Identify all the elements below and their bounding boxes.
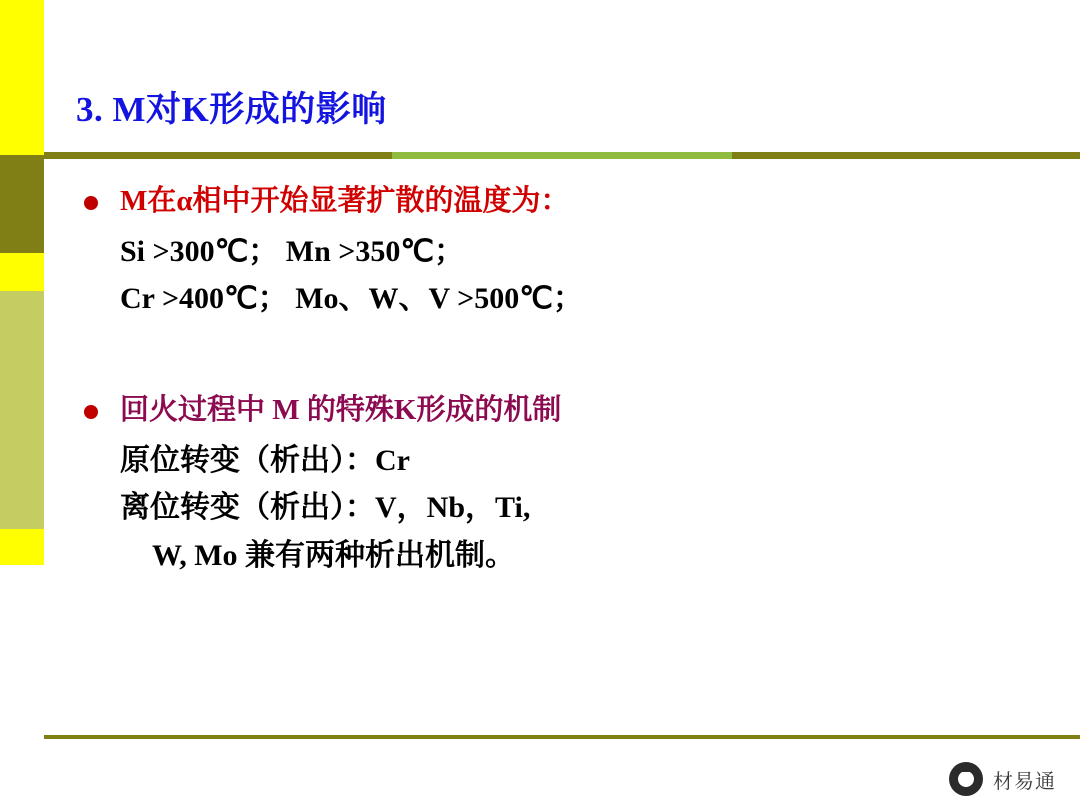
bullet-2-line-3: W, Mo 兼有两种析出机制。 <box>152 538 516 572</box>
decor-band-olive <box>0 155 44 253</box>
bullet-2-line-2: 离位转变（析出）：V，Nb，Ti, <box>120 491 531 525</box>
bullet-block-2 <box>76 389 1036 579</box>
decor-band-yellow-mid <box>0 253 44 291</box>
slide-content <box>76 180 1036 583</box>
title-divider-right-segment <box>732 152 1080 159</box>
page-title: 3. M对K形成的影响 <box>76 90 387 129</box>
watermark-label: 材易通 <box>993 770 1056 793</box>
wechat-account-avatar-icon <box>949 762 983 796</box>
title-divider <box>44 152 1080 159</box>
bullet-dot-icon <box>84 196 98 210</box>
bullet-1-line-2: Cr >400℃； Mo、W、V >500℃； <box>120 282 583 316</box>
bullet-heading-2 <box>76 389 1036 431</box>
bullet-1-line-1: Si >300℃； Mn >350℃； <box>120 235 465 269</box>
bullet-dot-icon <box>84 405 98 419</box>
title-divider-middle-segment <box>392 152 732 159</box>
title-divider-left-segment <box>44 152 392 159</box>
decor-band-yellow-bottom <box>0 529 44 565</box>
left-decorative-column <box>0 0 44 810</box>
bullet-heading-1-text: M在α相中开始显著扩散的温度为： <box>120 185 570 217</box>
bullet-2-line-1: 原位转变（析出）：Cr <box>120 443 410 477</box>
footer-watermark <box>949 762 1056 796</box>
decor-band-light-olive <box>0 291 44 529</box>
bullet-heading-1 <box>76 180 1036 222</box>
section-gap <box>76 327 1036 389</box>
bullet-block-1 <box>76 180 1036 323</box>
decor-band-white <box>0 565 44 810</box>
bottom-divider <box>44 735 1080 739</box>
decor-band-yellow-top <box>0 0 44 155</box>
bullet-heading-2-text: 回火过程中 M 的特殊K形成的机制 <box>120 393 562 426</box>
